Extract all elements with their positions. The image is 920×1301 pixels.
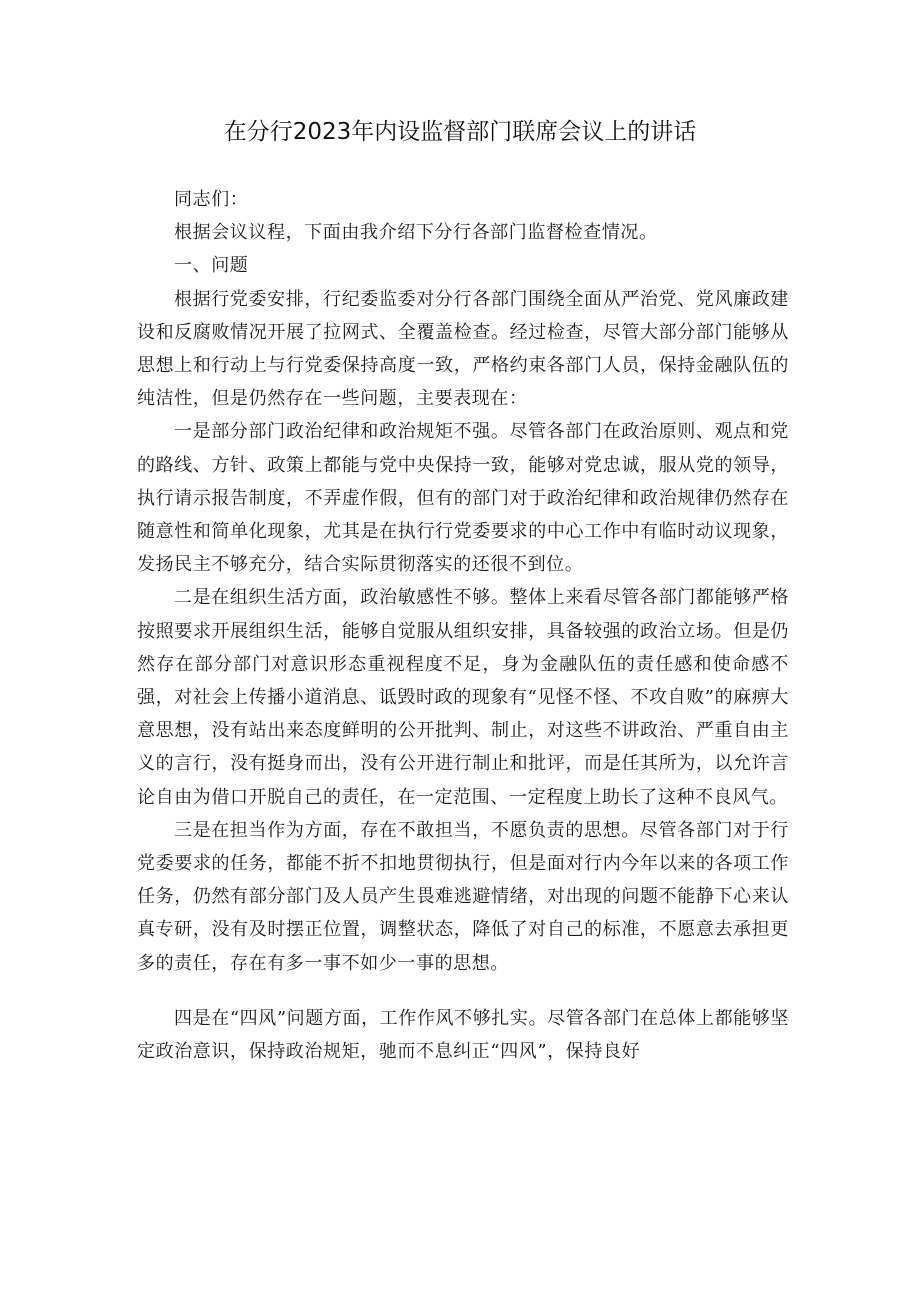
section-heading: 一、问题 — [174, 255, 249, 277]
salutation-paragraph: 同志们： — [174, 189, 249, 210]
issue-one-paragraph: 一是部分部门政治纪律和政治规矩不强。尽管各部门在政治原则、观点和党的路线、方针、政策上都能与党中央保持一致，能够对党忠诚，服从党的领导，执行请示报告制度，不弄虚作假，但有的部门对于政治纪律和政治规律仍然存在随意性和简单化现象，尤其是在执行行党委要求的中心工作中有临时动议现象，发扬民主不够充分，结合实际贯彻落实的还很不到位。 — [137, 421, 789, 576]
document-title: 在分行2023年内设监督部门联席会议上的讲话 — [223, 119, 697, 145]
issue-three-paragraph: 三是在担当作为方面，存在不敢担当，不愿负责的思想。尽管各部门对于行党委要求的任务，都能不折不扣地贯彻执行，但是面对行内今年以来的各项工作任务，仍然有部分部门及人员产生畏难逃避情绪，对出现的问题不能静下心来认真专研，没有及时摆正位置，调整状态，降低了对自己的标准，不愿意去承担更多的责任，存在有多一事不如少一事的思想。 — [137, 819, 789, 974]
intro-paragraph: 根据会议议程，下面由我介绍下分行各部门监督检查情况。 — [174, 222, 658, 244]
issue-four-paragraph: 四是在“四风”问题方面，工作作风不够扎实。尽管各部门在总体上都能够坚定政治意识，保持政治规矩，驰而不息纠正“四风”，保持良好 — [137, 1007, 789, 1063]
document-body — [137, 183, 789, 1068]
issue-two-paragraph: 二是在组织生活方面，政治敏感性不够。整体上来看尽管各部门都能够严格按照要求开展组织生活，能够自觉服从组织安排，具备较强的政治立场。但是仍然存在部分部门对意识形态重视程度不足，身为金融队伍的责任感和使命感不强，对社会上传播小道消息、诋毁时政的现象有“见怪不怪、不攻自败”的麻痹大意思想，没有站出来态度鲜明的公开批判、制止，对这些不讲政治、严重自由主义的言行，没有挺身而出，没有公开进行制止和批评，而是任其所为，以允许言论自由为借口开脱自己的责任，在一定范围、一定程度上助长了这种不良风气。 — [137, 587, 790, 808]
overview-paragraph: 根据行党委安排，行纪委监委对分行各部门围绕全面从严治党、党风廉政建设和反腐败情况开展了拉网式、全覆盖检查。经过检查，尽管大部分部门能够从思想上和行动上与行党委保持高度一致，严格约束各部门人员，保持金融队伍的纯洁性，但是仍然存在一些问题，主要表现在： — [137, 288, 789, 410]
